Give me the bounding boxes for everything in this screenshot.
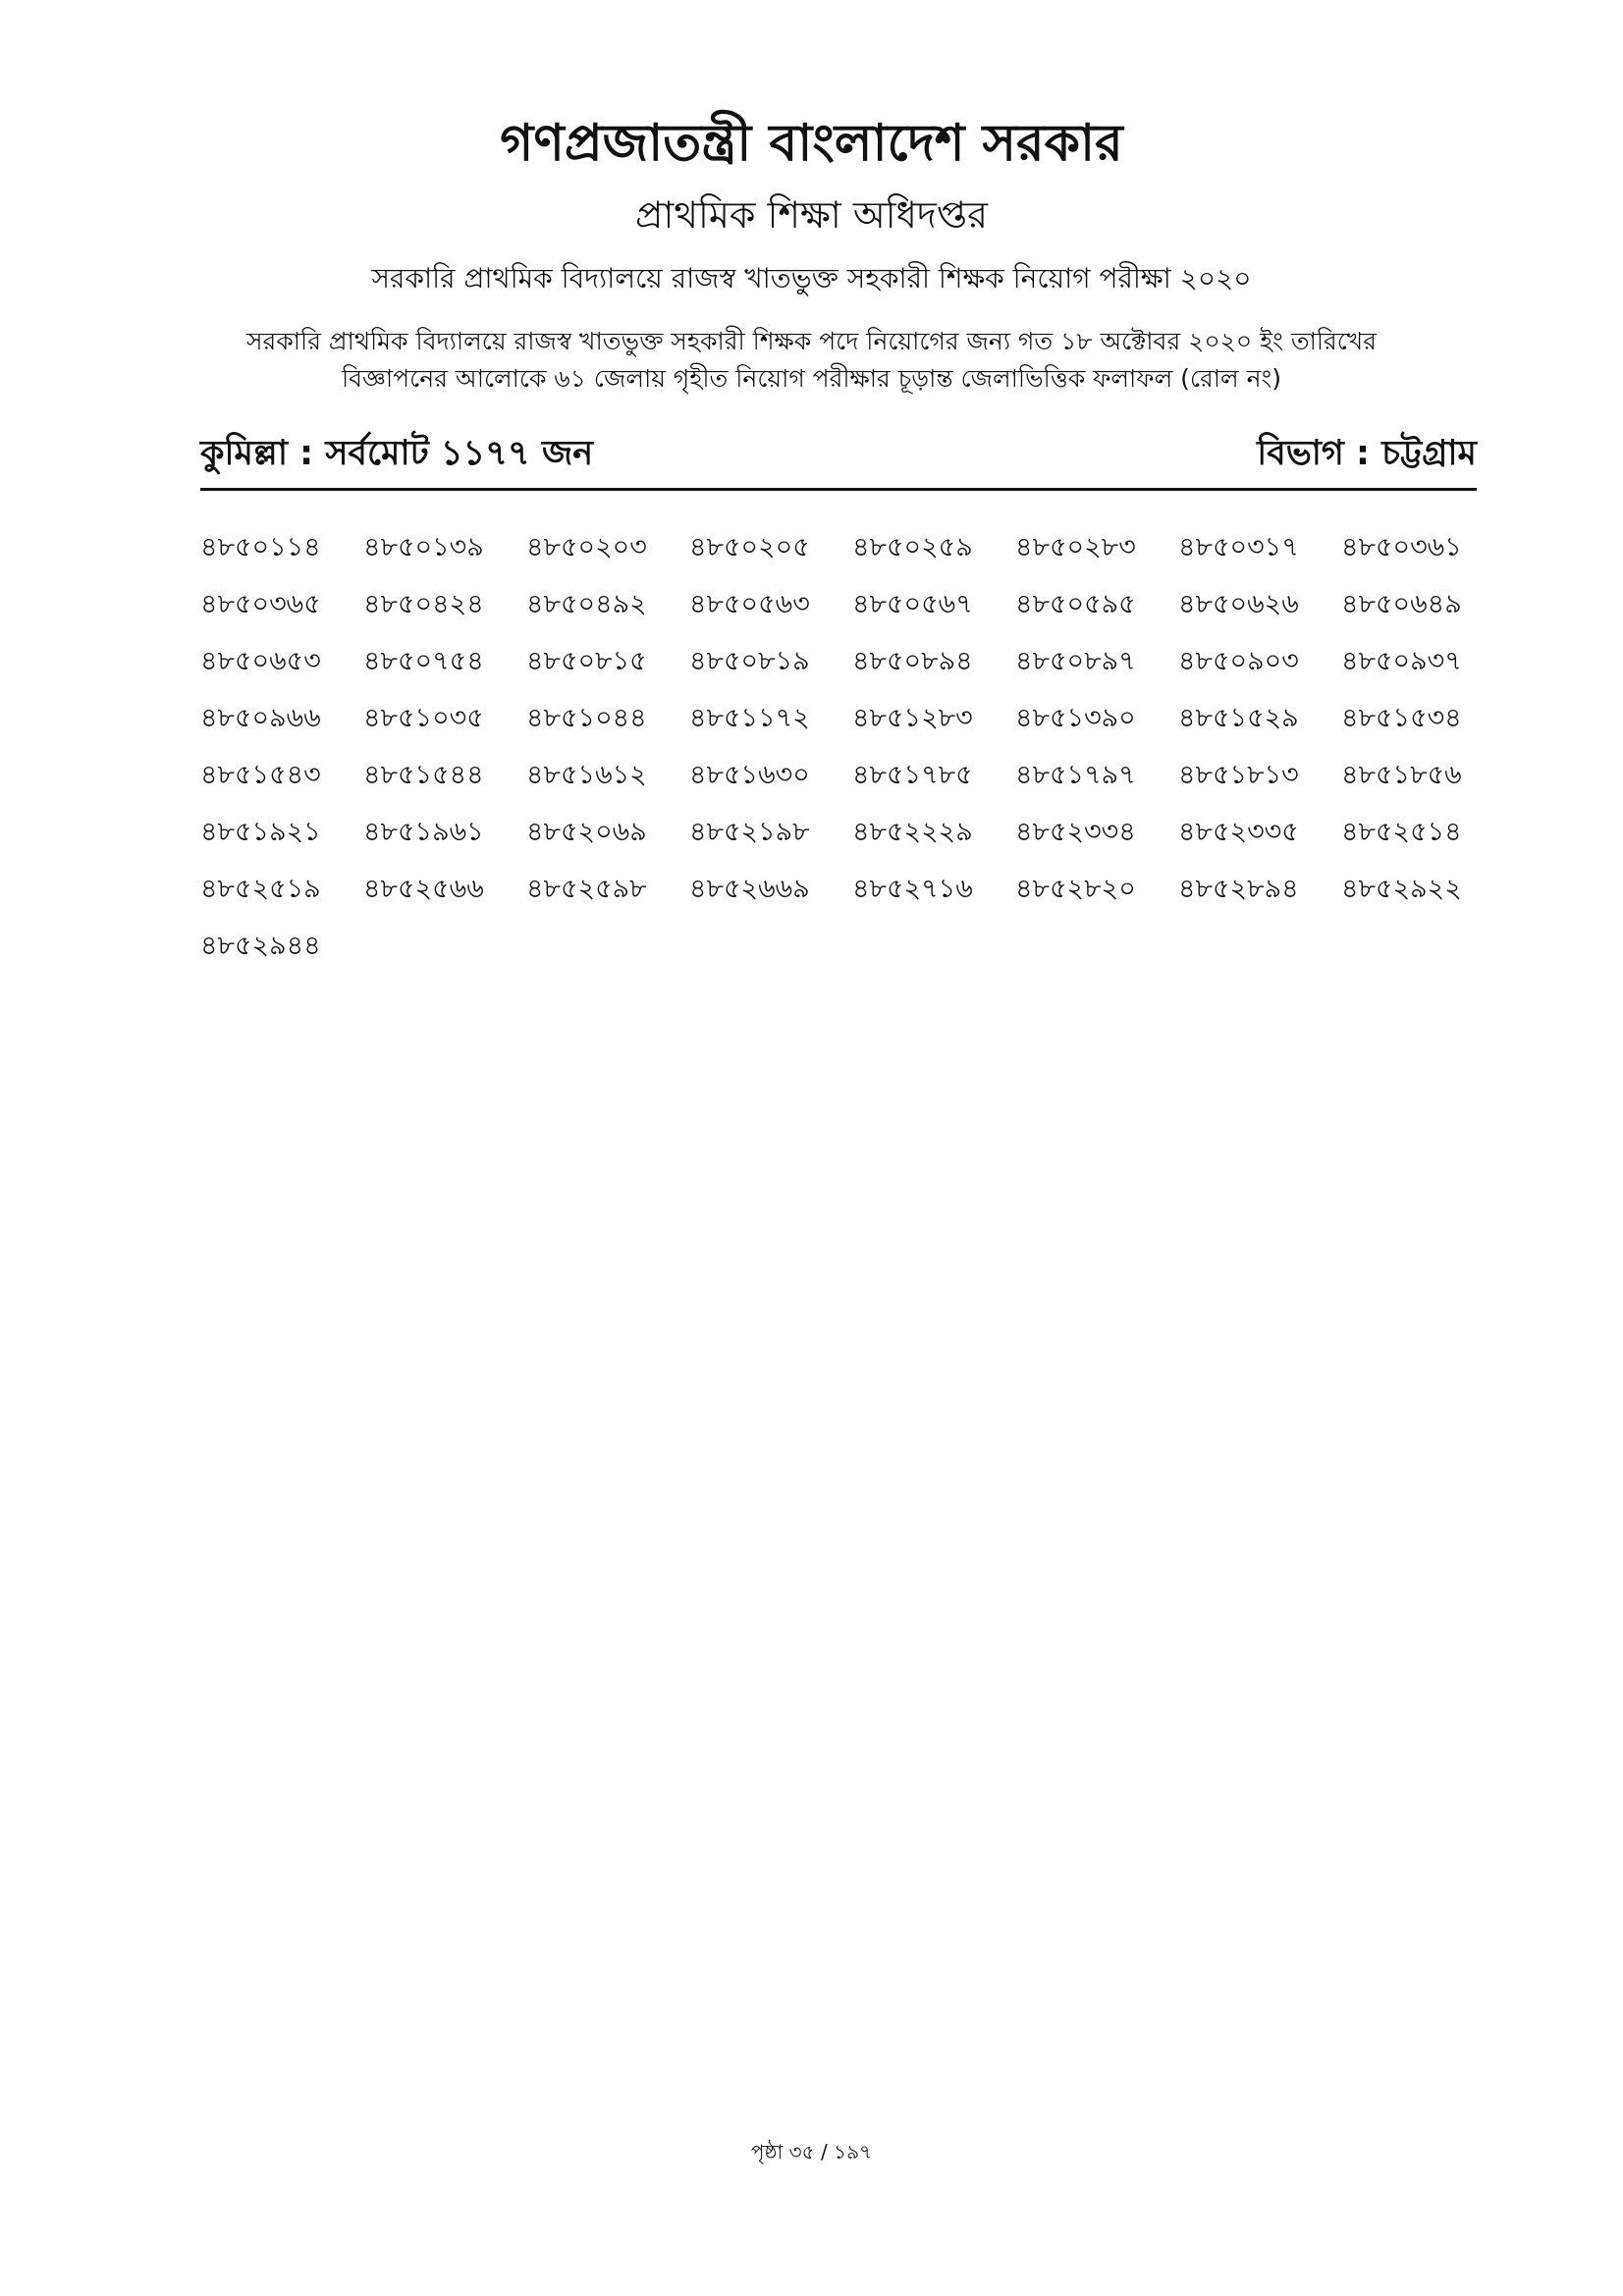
- roll-number: ৪৮৫২৫১৪: [1341, 817, 1462, 847]
- roll-number: ৪৮৫১২৮৩: [852, 703, 973, 733]
- roll-number: ৪৮৫০৫৯৫: [1015, 589, 1136, 619]
- government-title: গণপ্রজাতন্ত্রী বাংলাদেশ সরকার: [500, 114, 1123, 173]
- roll-number: ৪৮৫১৮৫৬: [1341, 760, 1462, 790]
- roll-number: ৪৮৫০৯০৩: [1178, 646, 1299, 676]
- roll-number: ৪৮৫০৩১৭: [1178, 532, 1299, 562]
- description-line-2: বিজ্ঞাপনের আলোকে ৬১ জেলায় গৃহীত নিয়োগ পরীক্ষার চূড়ান্ত জেলাভিত্তিক ফলাফল (রোল নং): [341, 364, 1282, 393]
- roll-number: ৪৮৫১০৪৪: [526, 703, 647, 733]
- roll-number: ৪৮৫০৮৯৭: [1015, 646, 1136, 676]
- roll-number: ৪৮৫০২০৫: [689, 532, 810, 562]
- roll-number: ৪৮৫০৯৬৬: [200, 703, 321, 733]
- description-line-1: সরকারি প্রাথমিক বিদ্যালয়ে রাজস্ব খাতভুক্ত সহকারী শিক্ষক পদে নিয়োগের জন্য গত ১৮ অক্টোবর ২০২০ ইং তারিখের: [246, 327, 1377, 355]
- roll-number: ৪৮৫১৫৩৪: [1341, 703, 1462, 733]
- roll-number: ৪৮৫১৭৯৭: [1015, 760, 1136, 790]
- district-header: [200, 426, 1477, 485]
- roll-number: ৪৮৫১৫৪৪: [363, 760, 484, 790]
- roll-number: ৪৮৫০৬২৬: [1178, 589, 1299, 619]
- roll-number: ৪৮৫১৬১২: [526, 760, 647, 790]
- roll-number: ৪৮৫০৫৬৭: [852, 589, 973, 619]
- roll-number: ৪৮৫২৯২২: [1341, 874, 1462, 904]
- roll-number: ৪৮৫০২৫৯: [852, 532, 973, 562]
- roll-number: ৪৮৫২২২৯: [852, 817, 973, 847]
- roll-number: ৪৮৫০৭৫৪: [363, 646, 484, 676]
- roll-number: ৪৮৫১১৭২: [689, 703, 810, 733]
- page-number: পৃষ্ঠা ৩৫ / ১৯৭: [750, 2140, 873, 2163]
- roll-number: ৪৮৫০৬৪৯: [1341, 589, 1462, 619]
- header-divider: [200, 488, 1477, 491]
- roll-number: ৪৮৫২৮২০: [1015, 874, 1136, 904]
- roll-number: ৪৮৫২৬৬৯: [689, 874, 810, 904]
- roll-number: ৪৮৫০৪২৪: [363, 589, 484, 619]
- roll-number: ৪৮৫১৫২৯: [1178, 703, 1299, 733]
- roll-number: ৪৮৫১৯২১: [200, 817, 321, 847]
- roll-number: ৪৮৫০৯৩৭: [1341, 646, 1462, 676]
- roll-number: ৪৮৫২৩৩৪: [1015, 817, 1136, 847]
- roll-number: ৪৮৫০৫৬৩: [689, 589, 810, 619]
- roll-number: ৪৮৫০৬৫৩: [200, 646, 321, 676]
- roll-number: ৪৮৫০৮৯৪: [852, 646, 973, 676]
- roll-number-grid: [200, 528, 1496, 984]
- roll-number: ৪৮৫০৩৬১: [1341, 532, 1462, 562]
- roll-number: ৪৮৫০১৩৯: [363, 532, 484, 562]
- roll-number: ৪৮৫২৫৬৬: [363, 874, 484, 904]
- roll-number: ৪৮৫২৯৪৪: [200, 931, 321, 961]
- roll-number: ৪৮৫০৩৬৫: [200, 589, 321, 619]
- roll-number: ৪৮৫০৪৯২: [526, 589, 647, 619]
- roll-number: ৪৮৫০২৮৩: [1015, 532, 1136, 562]
- exam-title: সরকারি প্রাথমিক বিদ্যালয়ে রাজস্ব খাতভুক্ত সহকারী শিক্ষক নিয়োগ পরীক্ষা ২০২০: [371, 262, 1252, 294]
- roll-number: ৪৮৫২৫৯৮: [526, 874, 647, 904]
- roll-number: ৪৮৫১৩৯০: [1015, 703, 1136, 733]
- roll-number: ৪৮৫২০৬৯: [526, 817, 647, 847]
- roll-number: ৪৮৫১৫৪৩: [200, 760, 321, 790]
- roll-number: ৪৮৫০৮১৯: [689, 646, 810, 676]
- division-label: বিভাগ : চট্টগ্রাম: [1257, 434, 1477, 473]
- roll-number: ৪৮৫২৮৯৪: [1178, 874, 1299, 904]
- roll-number: ৪৮৫০৮১৫: [526, 646, 647, 676]
- roll-number: ৪৮৫০২০৩: [526, 532, 647, 562]
- roll-number: ৪৮৫০১১৪: [200, 532, 321, 562]
- roll-number: ৪৮৫১৬৩০: [689, 760, 810, 790]
- district-total-label: কুমিল্লা : সর্বমোট ১১৭৭ জন: [200, 434, 594, 473]
- roll-number: ৪৮৫২৭১৬: [852, 874, 973, 904]
- roll-number: ৪৮৫১৯৬১: [363, 817, 484, 847]
- roll-number: ৪৮৫১৮১৩: [1178, 760, 1299, 790]
- roll-number: ৪৮৫২৫১৯: [200, 874, 321, 904]
- roll-number: ৪৮৫১০৩৫: [363, 703, 484, 733]
- directorate-title: প্রাথমিক শিক্ষা অধিদপ্তর: [634, 193, 989, 237]
- roll-number: ৪৮৫১৭৮৫: [852, 760, 973, 790]
- roll-number: ৪৮৫২৩৩৫: [1178, 817, 1299, 847]
- roll-number: ৪৮৫২১৯৮: [689, 817, 810, 847]
